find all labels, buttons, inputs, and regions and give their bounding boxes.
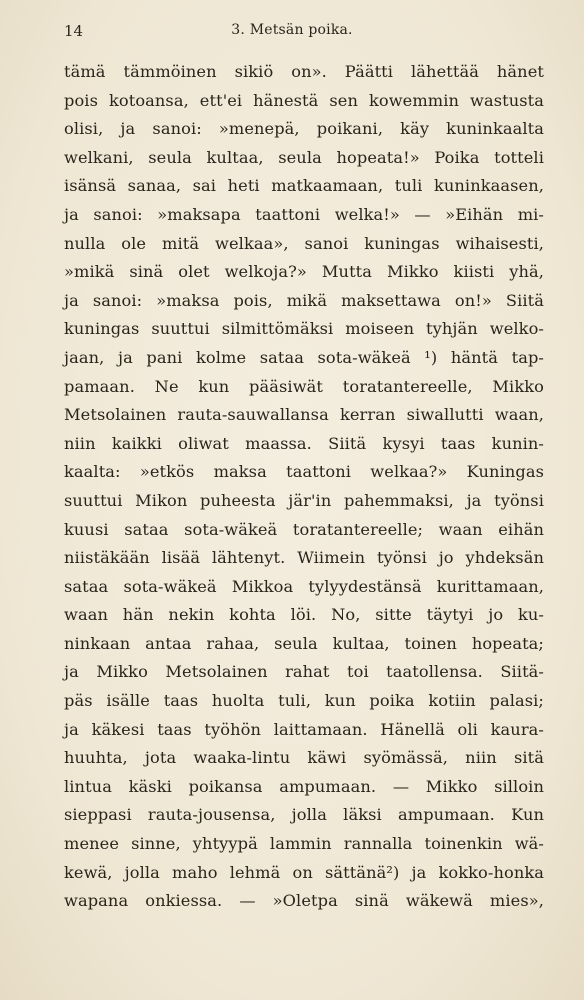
- text-line: ja käkesi taas työhön laittamaan. Hänellä oli kaura-: [64, 719, 544, 739]
- text-line: waan hän nekin kohta löi. No, sitte täytyi jo ku-: [64, 605, 544, 625]
- text-line: »mikä sinä olet welkoja?» Mutta Mikko kiisti yhä,: [64, 262, 544, 282]
- text-line: niistäkään lisää lähtenyt. Wiimein työnsi jo yhdeksän: [64, 548, 544, 568]
- text-line: lintua käski poikansa ampumaan. — Mikko silloin: [64, 776, 544, 796]
- text-line: tämä tämmöinen sikiö on». Päätti lähettää hänet: [64, 62, 544, 81]
- text-line: olisi, ja sanoi: »menepä, poikani, käy kuninkaalta: [64, 119, 544, 139]
- text-line: kewä, jolla maho lehmä on sättänä²) ja kokko-honka: [64, 862, 544, 882]
- text-line: nulla ole mitä welkaa», sanoi kuningas wihaisesti,: [64, 233, 544, 253]
- text-line: sataa sota-wäkeä Mikkoa tylyydestänsä kurittamaan,: [64, 576, 544, 596]
- text-line: kuusi sataa sota-wäkeä toratantereelle; waan eihän: [64, 519, 544, 539]
- text-line: huuhta, jota waaka-lintu käwi syömässä, niin sitä: [64, 748, 544, 768]
- text-line: welkani, seula kultaa, seula hopeata!» Poika totteli: [64, 147, 544, 167]
- text-line: menee sinne, yhtyypä lammin rannalla toinenkin wä-: [64, 834, 544, 854]
- text-line: pois kotoansa, ett'ei hänestä sen kowemmin wastusta: [64, 90, 544, 110]
- text-line: ja sanoi: »maksapa taattoni welka!» — »Eihän mi-: [64, 204, 544, 224]
- text-line: ja sanoi: »maksa pois, mikä maksettawa on!» Siitä: [64, 290, 544, 310]
- page-header: [64, 18, 520, 46]
- body-text: [64, 58, 544, 916]
- text-line: kaalta: »etkös maksa taattoni welkaa?» Kuningas: [64, 462, 544, 482]
- text-line: isänsä sanaa, sai heti matkaamaan, tuli kuninkaasen,: [64, 176, 544, 196]
- running-head: 3. Metsän poika.: [231, 22, 353, 38]
- text-line: Metsolainen rauta-sauwallansa kerran siwallutti waan,: [64, 405, 544, 425]
- text-line: jaan, ja pani kolme sataa sota-wäkeä ¹) häntä tap-: [64, 347, 544, 367]
- text-line: niin kaikki oliwat maassa. Siitä kysyi taas kunin-: [64, 433, 544, 453]
- text-line: sieppasi rauta-jousensa, jolla läksi ampumaan. Kun: [64, 805, 544, 825]
- page-number: 14: [64, 22, 84, 40]
- text-line: ninkaan antaa rahaa, seula kultaa, toinen hopeata;: [64, 633, 544, 653]
- text-line: kuningas suuttui silmittömäksi moiseen tyhjän welko-: [64, 319, 544, 339]
- text-line: päs isälle taas huolta tuli, kun poika kotiin palasi;: [64, 691, 544, 711]
- text-line: suuttui Mikon puheesta jär'in pahemmaksi, ja työnsi: [64, 490, 544, 510]
- text-line: pamaan. Ne kun pääsiwät toratantereelle, Mikko: [64, 376, 544, 396]
- text-line: ja Mikko Metsolainen rahat toi taatollensa. Siitä-: [64, 662, 544, 682]
- text-line: wapana onkiessa. — »Oletpa sinä wäkewä mies»,: [64, 891, 544, 911]
